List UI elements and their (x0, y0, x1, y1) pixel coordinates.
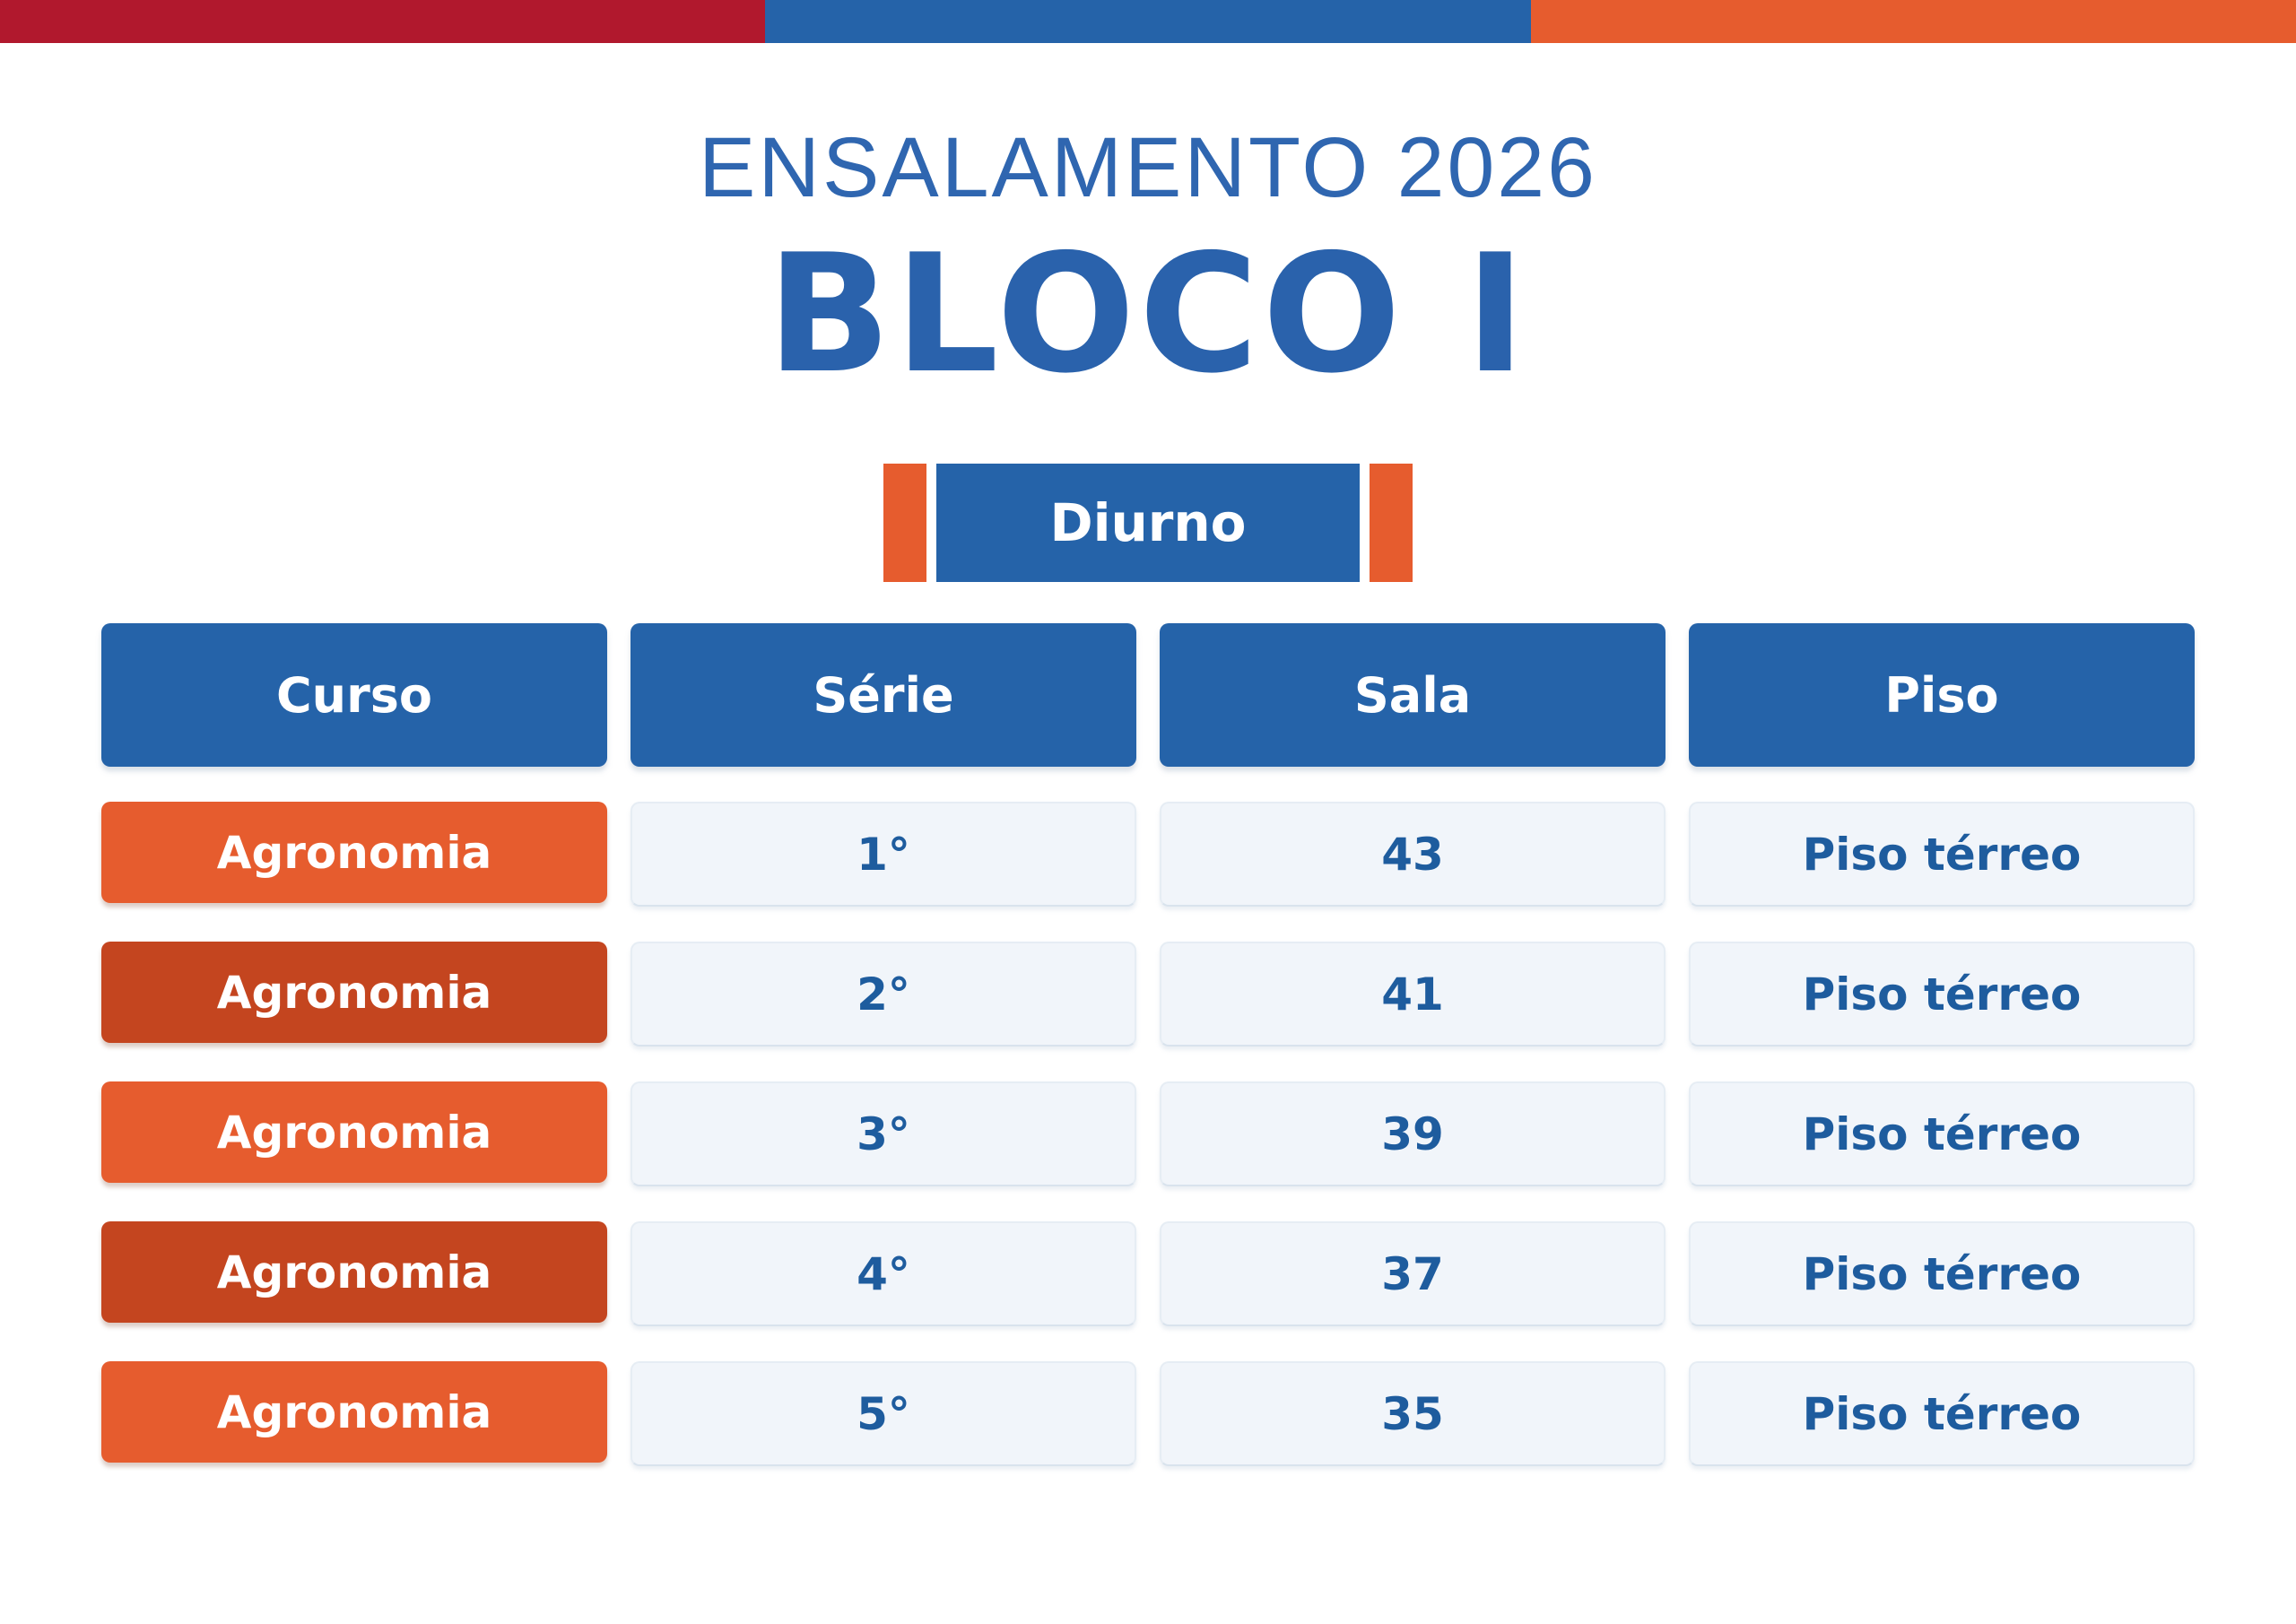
serie-cell: 4° (631, 1221, 1136, 1326)
table-header-row (101, 623, 2195, 767)
header-cell-curso: Curso (101, 623, 607, 767)
badge-accent-right (1370, 464, 1413, 582)
badge-accent-left (883, 464, 926, 582)
table-row (101, 1081, 2195, 1186)
course-cell: Agronomia (101, 802, 607, 903)
sala-cell: 41 (1160, 942, 1665, 1046)
title-block (0, 120, 2296, 409)
piso-cell: Piso térreo (1689, 1361, 2195, 1466)
header-cell-piso: Piso (1689, 623, 2195, 767)
course-cell: Agronomia (101, 942, 607, 1043)
period-badge (0, 464, 2296, 582)
serie-cell: 5° (631, 1361, 1136, 1466)
serie-cell: 2° (631, 942, 1136, 1046)
piso-cell: Piso térreo (1689, 1081, 2195, 1186)
piso-cell: Piso térreo (1689, 802, 2195, 907)
sala-cell: 35 (1160, 1361, 1665, 1466)
table-row (101, 1221, 2195, 1326)
page-title: BLOCO I (766, 219, 1530, 409)
sala-cell: 37 (1160, 1221, 1665, 1326)
serie-cell: 1° (631, 802, 1136, 907)
top-bar-orange-segment (1531, 0, 2296, 43)
top-bar (0, 0, 2296, 43)
piso-cell: Piso térreo (1689, 942, 2195, 1046)
table-row (101, 802, 2195, 907)
course-cell: Agronomia (101, 1221, 607, 1323)
piso-cell: Piso térreo (1689, 1221, 2195, 1326)
top-bar-red-segment (0, 0, 765, 43)
sala-cell: 43 (1160, 802, 1665, 907)
header-cell-sala: Sala (1160, 623, 1665, 767)
table-row (101, 1361, 2195, 1466)
header-cell-serie: Série (631, 623, 1136, 767)
sala-cell: 39 (1160, 1081, 1665, 1186)
badge-label: Diurno (936, 464, 1360, 582)
course-cell: Agronomia (101, 1361, 607, 1463)
schedule-table (101, 623, 2195, 1466)
table-row (101, 942, 2195, 1046)
page-subtitle: ENSALAMENTO 2026 (699, 120, 1597, 215)
serie-cell: 3° (631, 1081, 1136, 1186)
top-bar-blue-segment (765, 0, 1530, 43)
course-cell: Agronomia (101, 1081, 607, 1183)
